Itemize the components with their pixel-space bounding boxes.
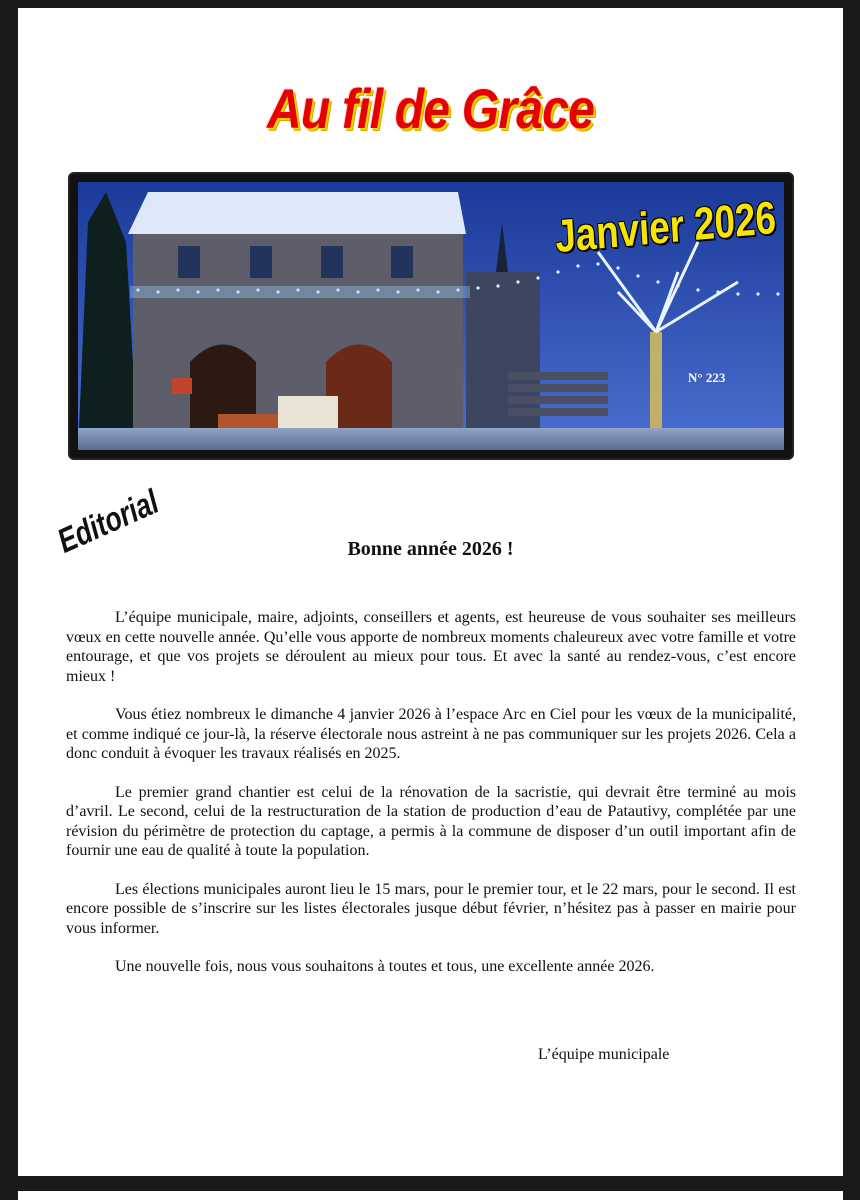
- cover-photo-frame: [70, 174, 792, 458]
- article-paragraph: Les élections municipales auront lieu le 15 mars, pour le premier tour, et le 22 mars, pour le second. Il est encore possible de s’inscrire sur les listes électorales jusque début février, n’hésitez pas à passer en mairie pour vous informer.: [66, 880, 796, 937]
- article-paragraph: Une nouvelle fois, nous vous souhaitons à toutes et tous, une excellente année 2026.: [115, 958, 655, 975]
- next-page-edge: [18, 1191, 843, 1200]
- newsletter-title: Au fil de Grâce: [266, 77, 594, 140]
- article-paragraph: L’équipe municipale, maire, adjoints, conseillers et agents, est heureuse de vous souhaiter ses meilleurs vœux en cette nouvelle année. Qu’elle vous apporte de nombreux moments chaleureux avec votre famille et votre entourage, et que vos projets se déroulent au mieux pour tous. Et avec la santé au rendez-vous, c’est encore mieux !: [66, 609, 796, 685]
- section-label: Editorial: [52, 482, 165, 561]
- article-body: [66, 608, 796, 996]
- article-paragraph: Le premier grand chantier est celui de la rénovation de la sacristie, qui devrait être terminé au mois d’avril. Le second, celui de la restructuration de la station de production d’eau de Patautivy, complétée par une révision du périmètre de protection du captage, a permis à la commune de disposer d’un outil important afin de fournir une eau de qualité à toute la population.: [66, 783, 796, 859]
- issue-month: Janvier 2026: [553, 190, 777, 263]
- article-paragraph: Vous étiez nombreux le dimanche 4 janvier 2026 à l’espace Arc en Ciel pour les vœux de la municipalité, et comme indiqué ce jour-là, la réserve électorale nous astreint à ne pas communiquer sur les projets 2026. Cela a donc conduit à évoquer les travaux réalisés en 2025.: [66, 706, 796, 762]
- newsletter-page: [18, 8, 843, 1176]
- article-signature: L’équipe municipale: [538, 1046, 670, 1063]
- article-headline: Bonne année 2026 !: [347, 538, 514, 560]
- issue-number: N° 223: [688, 370, 726, 385]
